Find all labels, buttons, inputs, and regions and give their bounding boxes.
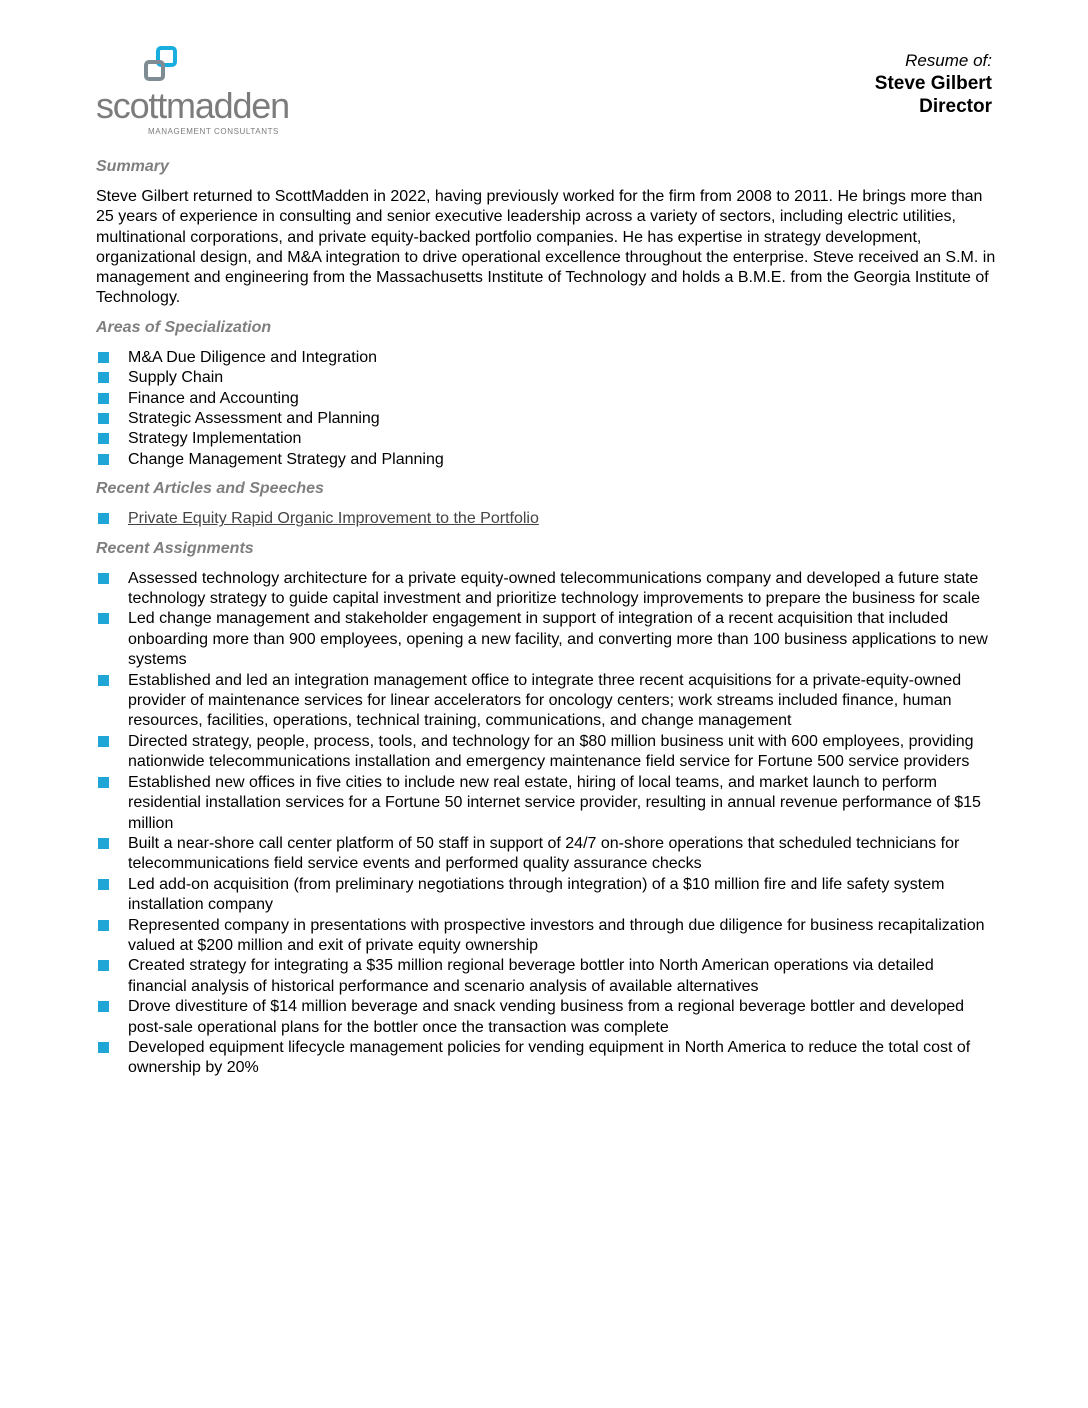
logo-wordmark: scottmadden xyxy=(96,85,289,126)
bullet-square-icon xyxy=(98,372,109,383)
list-item xyxy=(96,834,996,875)
bullet-square-icon xyxy=(98,920,109,931)
list-item xyxy=(96,348,996,368)
bullet-square-icon xyxy=(98,736,109,747)
list-item xyxy=(96,916,996,957)
assignments-heading: Recent Assignments xyxy=(96,539,254,557)
bullet-square-icon xyxy=(98,838,109,849)
list-item xyxy=(96,389,996,409)
specialization-item: Strategy Implementation xyxy=(128,430,302,448)
list-item xyxy=(96,409,996,429)
bullet-square-icon xyxy=(98,1001,109,1012)
bullet-square-icon xyxy=(98,413,109,424)
specialization-item: Change Management Strategy and Planning xyxy=(128,450,444,468)
specialization-item: Finance and Accounting xyxy=(128,389,299,407)
assignment-item: Led change management and stakeholder engagement in support of integration of a recent acquisition that included onboarding more than 900 employees, opening a new facility, and converting more than 100 business applications to new systems xyxy=(128,610,988,669)
assignment-item: Drove divestiture of $14 million beverage and snack vending business from a regional beverage bottler and developed post-sale operational plans for the bottler once the transaction was complete xyxy=(128,998,965,1036)
resume-body xyxy=(96,156,996,1087)
bullet-square-icon xyxy=(98,675,109,686)
specialization-item: M&A Due Diligence and Integration xyxy=(128,348,378,366)
article-link[interactable]: Private Equity Rapid Organic Improvement to the Portfolio xyxy=(128,510,539,528)
articles-heading: Recent Articles and Speeches xyxy=(96,480,324,498)
specialization-item: Supply Chain xyxy=(128,369,224,387)
specialization-item: Strategic Assessment and Planning xyxy=(128,410,380,427)
bullet-square-icon xyxy=(98,879,109,890)
list-item xyxy=(96,671,996,732)
bullet-square-icon xyxy=(98,960,109,971)
assignment-item: Represented company in presentations with prospective investors and through due diligence for business recapitalization valued at $200 million and exit of private equity ownership xyxy=(128,916,985,954)
list-item xyxy=(96,875,996,916)
assignment-item: Established new offices in five cities to include new real estate, hiring of local teams, and market launch to perform residential installation services for a Fortune 50 internet service provider, resulting in annual revenue performance of $15 million xyxy=(128,773,981,832)
bullet-square-icon xyxy=(98,613,109,624)
logo-tagline: MANAGEMENT CONSULTANTS xyxy=(148,127,279,136)
bullet-square-icon xyxy=(98,1042,109,1053)
bullet-square-icon xyxy=(98,777,109,788)
assignment-item: Directed strategy, people, process, tools, and technology for an $80 million business unit with 600 employees, providing nationwide telecommunications installation and emergency maintenance field service for Fortune 500 service providers xyxy=(128,732,974,771)
bullet-square-icon xyxy=(98,513,109,524)
assignments-list xyxy=(96,569,996,1079)
bullet-square-icon xyxy=(98,393,109,404)
articles-list xyxy=(96,509,996,529)
summary-text: Steve Gilbert returned to ScottMadden in 2022, having previously worked for the firm from 2008 to 2011. He brings more than 25 years of experience in consulting and senior executive leadership across a variety of sectors, including electric utilities, multinational corporations, and private equity-backed portfolio companies. He has expertise in strategy development, organizational design, and M&A integration to drive operational excellence throughout the enterprise. Steve received an S.M. in management and engineering from the Massachusetts Institute of Technology and holds a B.M.E. from the Georgia Institute of Technology. xyxy=(96,188,996,307)
person-name: Steve Gilbert xyxy=(874,73,992,94)
resume-of-label: Resume of: xyxy=(905,51,992,70)
list-item xyxy=(96,1038,996,1079)
specialization-list xyxy=(96,348,996,470)
list-item xyxy=(96,609,996,670)
list-item xyxy=(96,569,996,610)
assignment-item: Developed equipment lifecycle management policies for vending equipment in North America to reduce the total cost of ownership by 20% xyxy=(128,1038,971,1077)
list-item xyxy=(96,429,996,449)
assignment-item: Assessed technology architecture for a private equity-owned telecommunications company and developed a future state technology strategy to guide capital investment and prioritize technology improvements to prepare the business for scale xyxy=(128,569,981,608)
assignment-item: Built a near-shore call center platform of 50 staff in support of 24/7 on-shore operations that scheduled technicians for telecommunications field service events and performed quality assurance checks xyxy=(128,834,960,873)
assignment-item: Created strategy for integrating a $35 million regional beverage bottler into North American operations via detailed financial analysis of historical performance and scenario analysis of available alternatives xyxy=(128,957,934,995)
list-item xyxy=(96,956,996,997)
assignment-item: Led add-on acquisition (from preliminary negotiations through integration) of a $10 million fire and life safety system installation company xyxy=(128,875,945,914)
list-item xyxy=(96,773,996,834)
list-item xyxy=(96,997,996,1038)
list-item xyxy=(96,732,996,773)
person-title: Director xyxy=(919,96,992,117)
list-item xyxy=(96,450,996,470)
list-item xyxy=(96,509,996,529)
bullet-square-icon xyxy=(98,454,109,465)
company-logo xyxy=(96,46,306,136)
logo-mark-icon xyxy=(142,46,186,86)
list-item xyxy=(96,368,996,388)
bullet-square-icon xyxy=(98,433,109,444)
specialization-heading: Areas of Specialization xyxy=(96,318,272,336)
summary-heading: Summary xyxy=(96,158,169,175)
bullet-square-icon xyxy=(98,573,109,584)
assignment-item: Established and led an integration management office to integrate three recent acquisitions for a private-equity-owned provider of maintenance services for linear accelerators for oncology centers; work streams included finance, human resources, facilities, operations, technical training, communications, and change management xyxy=(128,671,962,730)
bullet-square-icon xyxy=(98,352,109,363)
resume-header xyxy=(875,50,992,118)
